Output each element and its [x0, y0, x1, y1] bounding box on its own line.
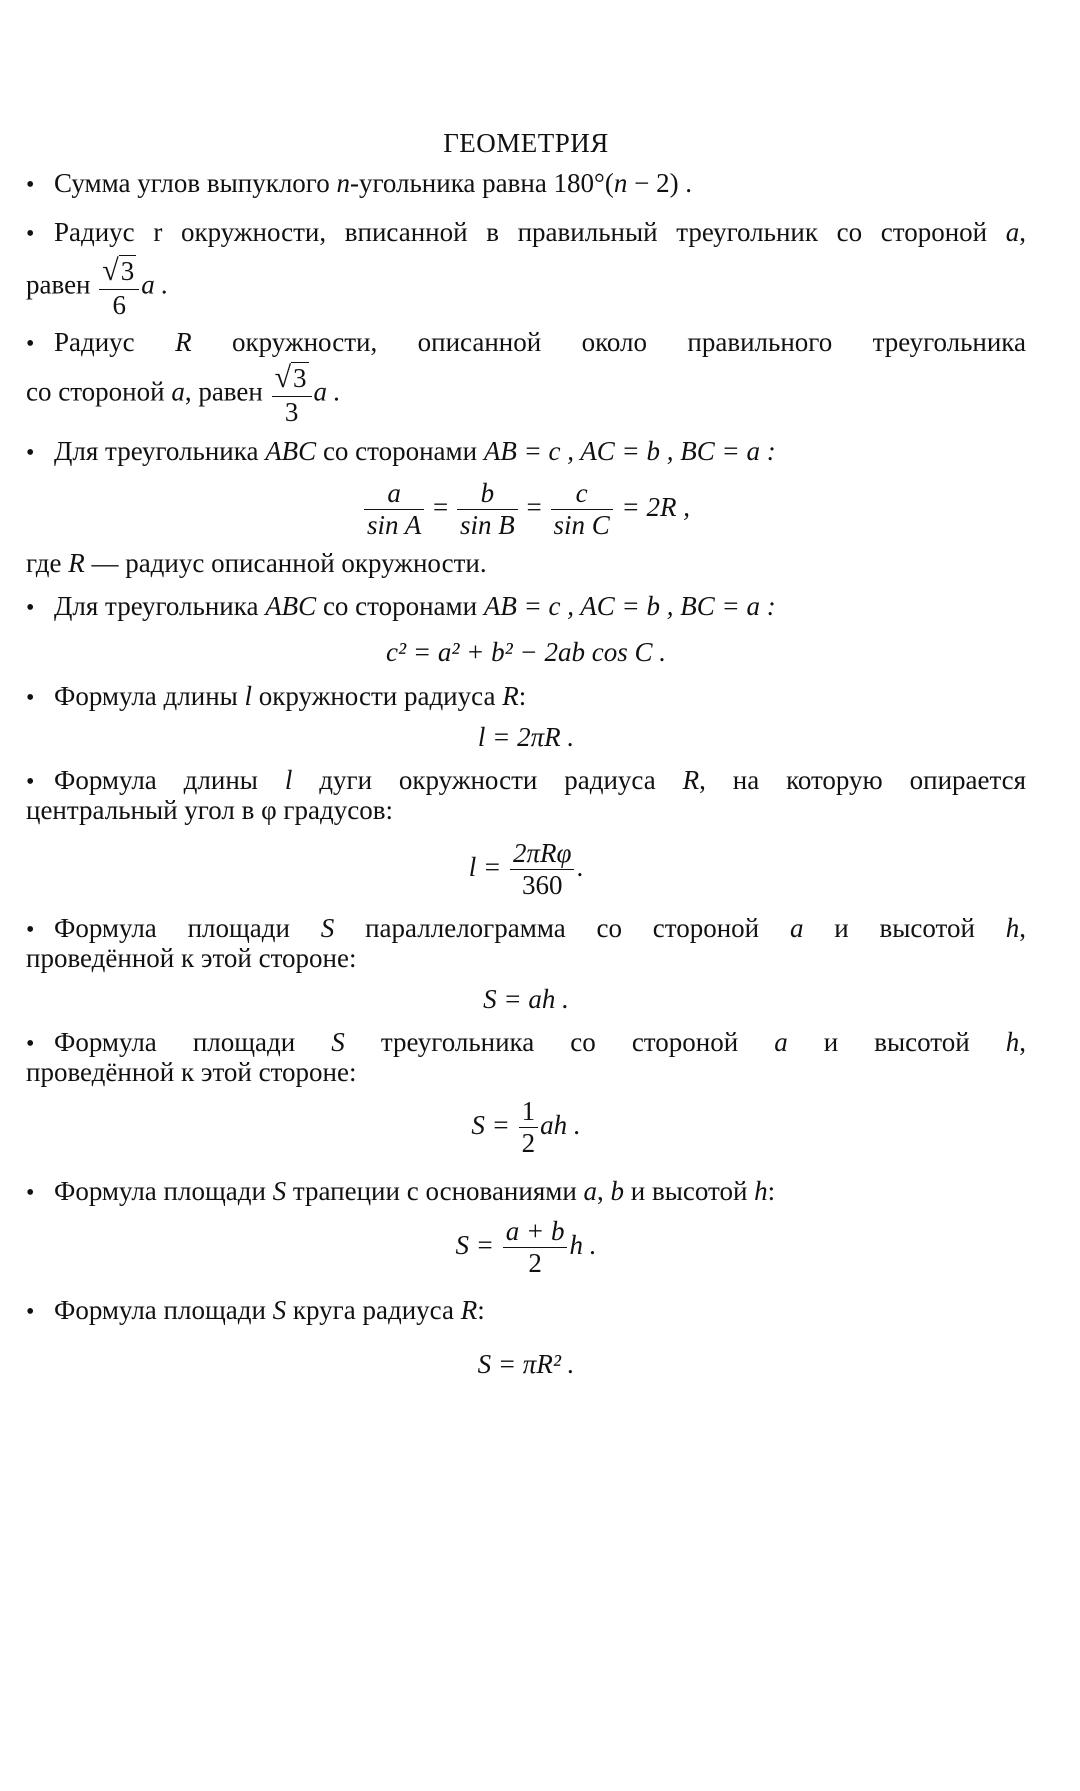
- formula-arc-length: l = $\frac{\text{2πRφ}}{360}$ .: [468, 838, 584, 901]
- list-item: • Формула площади S параллелограмма со стороной a и высотой h,: [26, 913, 1026, 943]
- list-item: • Формула площади S трапеции с основаниями a, b и высотой h:: [26, 1176, 776, 1206]
- list-item-continuation: проведённой к этой стороне:: [26, 1057, 357, 1087]
- fraction: $\frac{√3}{3}$: [272, 361, 312, 428]
- list-item: • Формула площади S треугольника со стороной a и высотой h,: [26, 1027, 1027, 1057]
- list-item: • Формула длины l дуги окружности радиуса R, на которую опирается: [26, 765, 1027, 795]
- formula-circumference: l = 2πR .: [477, 722, 575, 752]
- list-item: • Для треугольника ABC со сторонами AB = c , AC = b , BC = a :: [26, 591, 776, 621]
- page-title: ГЕОМЕТРИЯ: [443, 128, 609, 158]
- list-item-continuation: проведённой к этой стороне:: [26, 943, 357, 973]
- formula-law-of-cosines: c² = a² + b² − 2ab cos C .: [386, 637, 666, 667]
- fraction: $\frac{√3}{6}$: [99, 254, 139, 321]
- list-item: • Для треугольника ABC со сторонами AB = c , AC = b , BC = a :: [26, 436, 776, 466]
- list-item-continuation: со стороной a, равен $\frac{√3}{3}$ a .: [26, 361, 341, 427]
- formula-trapezoid-area: S = $\frac{a + b}{2}$ h .: [455, 1216, 597, 1279]
- formula-law-of-sines: $\frac{a}{\text{sin A}}$ = $\frac{b}{\text{sin B}}$ = $\frac{c}{\text{sin C}}$ = 2R ,: [26, 478, 1026, 541]
- formula-parallelogram-area: S = ah .: [483, 984, 569, 1014]
- list-item-continuation: где R — радиус описанной окружности.: [26, 548, 487, 578]
- list-item: • Радиус R окружности, описанной около правильного треугольника: [26, 327, 1026, 357]
- list-item: • Формула площади S круга радиуса R:: [26, 1295, 485, 1325]
- list-item: • Сумма углов выпуклого n-угольника равна 180°(n − 2) .: [26, 168, 693, 198]
- list-item: • Радиус r окружности, вписанной в правильный треугольник со стороной a,: [26, 217, 1026, 247]
- formula-triangle-area: S = $\frac{1}{2}$ ah .: [471, 1096, 581, 1159]
- list-item-continuation: центральный угол в φ градусов:: [26, 795, 393, 825]
- document-page: [26, 0, 1026, 1791]
- bullet: •: [26, 172, 35, 198]
- formula-circle-area: S = πR² .: [477, 1349, 575, 1379]
- list-item: • Формула длины l окружности радиуса R:: [26, 681, 527, 711]
- list-item-continuation: равен $\frac{√3}{6}$ a .: [26, 254, 169, 320]
